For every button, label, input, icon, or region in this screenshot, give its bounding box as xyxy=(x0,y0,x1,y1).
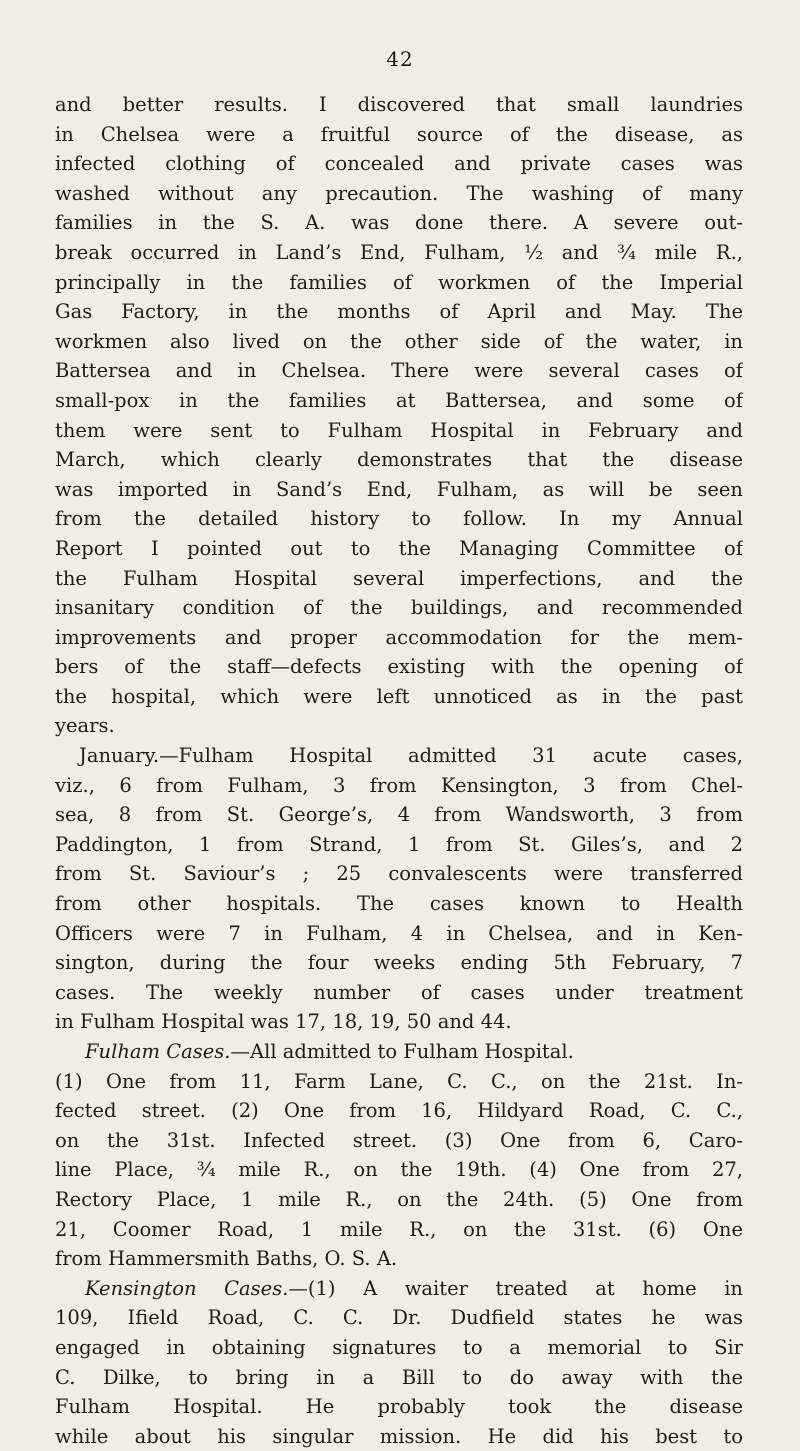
text-line: workmen also lived on the other side of the water, in xyxy=(55,329,743,353)
text-line: washed without any precaution. The washing of many xyxy=(55,181,743,205)
text-line: from the detailed history to follow. In my Annual xyxy=(55,507,743,531)
text-line: the hospital, which were left unnoticed as in the past xyxy=(55,684,743,708)
body-text xyxy=(55,90,743,1451)
text-line: them were sent to Fulham Hospital in February and xyxy=(55,418,743,442)
text-line-rest: —All admitted to Fulham Hospital. xyxy=(230,1040,574,1063)
text-line: Paddington, 1 from Strand, 1 from St. Giles’s, and 2 xyxy=(55,832,743,856)
text-line: from Hammersmith Baths, O. S. A. xyxy=(55,1247,398,1271)
text-line: infected clothing of concealed and private cases was xyxy=(55,152,743,176)
paragraph-fulham-cases xyxy=(55,1037,743,1274)
text-line: January.—Fulham Hospital admitted 31 acute cases, xyxy=(79,744,743,768)
text-line: insanitary condition of the buildings, and recommended xyxy=(55,596,743,620)
paragraph-kensington-cases xyxy=(55,1274,743,1451)
page-number: 42 xyxy=(386,47,414,71)
text-line: was imported in Sand’s End, Fulham, as will be seen xyxy=(55,477,743,501)
text-line: Report I pointed out to the Managing Committee of xyxy=(55,536,743,560)
text-line: the Fulham Hospital several imperfections, and the xyxy=(55,566,743,590)
text-line xyxy=(55,1274,743,1304)
text-line: sington, during the four weeks ending 5th February, 7 xyxy=(55,951,743,975)
text-line xyxy=(55,1037,743,1067)
text-line: C. Dilke, to bring in a Bill to do away with the xyxy=(55,1365,743,1389)
text-line: 109, Ifield Road, C. C. Dr. Dudfield states he was xyxy=(55,1306,743,1330)
text-line: in Fulham Hospital was 17, 18, 19, 50 and 44. xyxy=(55,1010,512,1034)
text-line: Battersea and in Chelsea. There were several cases of xyxy=(55,359,743,383)
text-line: principally in the families of workmen of the Imperial xyxy=(55,270,743,294)
paragraph-laundries xyxy=(55,90,743,741)
text-line: years. xyxy=(55,714,115,738)
text-line: on the 31st. Infected street. (3) One from 6, Caro- xyxy=(55,1128,743,1152)
text-line: March, which clearly demonstrates that the disease xyxy=(55,448,743,472)
text-line: Gas Factory, in the months of April and May. The xyxy=(55,300,743,324)
text-line: Fulham Hospital. He probably took the disease xyxy=(55,1395,743,1419)
text-line: 21, Coomer Road, 1 mile R., on the 31st. (6) One xyxy=(55,1217,743,1241)
text-line: while about his singular mission. He did his best to xyxy=(55,1424,743,1448)
section-heading-kensington-cases: Kensington Cases. xyxy=(85,1276,289,1300)
text-line: Officers were 7 in Fulham, 4 in Chelsea, and in Ken- xyxy=(55,921,743,945)
text-line: families in the S. A. was done there. A severe out- xyxy=(55,211,743,235)
paragraph-january xyxy=(55,741,743,1037)
text-line: from St. Saviour’s ; 25 convalescents were transferred xyxy=(55,862,743,886)
text-line: Rectory Place, 1 mile R., on the 24th. (5) One from xyxy=(55,1187,743,1211)
text-line: in Chelsea were a fruitful source of the disease, as xyxy=(55,122,743,146)
text-line: fected street. (2) One from 16, Hildyard Road, C. C., xyxy=(55,1099,743,1123)
text-line: viz., 6 from Fulham, 3 from Kensington, 3 from Chel- xyxy=(55,773,743,797)
text-line-rest: —(1) A waiter treated at home in xyxy=(288,1276,743,1300)
text-line: engaged in obtaining signatures to a memorial to Sir xyxy=(55,1335,743,1359)
text-line: from other hospitals. The cases known to Health xyxy=(55,892,743,916)
text-line: (1) One from 11, Farm Lane, C. C., on the 21st. In- xyxy=(55,1069,743,1093)
text-line: line Place, ¾ mile R., on the 19th. (4) One from 27, xyxy=(55,1158,743,1182)
text-line: break occurred in Land’s End, Fulham, ½ and ¾ mile R., xyxy=(55,240,743,264)
text-line: and better results. I discovered that small laundries xyxy=(55,93,743,116)
text-line: sea, 8 from St. George’s, 4 from Wandsworth, 3 from xyxy=(55,803,743,827)
section-heading-fulham-cases: Fulham Cases. xyxy=(85,1040,231,1063)
text-line: cases. The weekly number of cases under treatment xyxy=(55,980,743,1004)
text-line: bers of the staff—defects existing with the opening of xyxy=(55,655,743,679)
text-line: improvements and proper accommodation for the mem- xyxy=(55,625,743,649)
text-line: small-pox in the families at Battersea, and some of xyxy=(55,388,743,412)
